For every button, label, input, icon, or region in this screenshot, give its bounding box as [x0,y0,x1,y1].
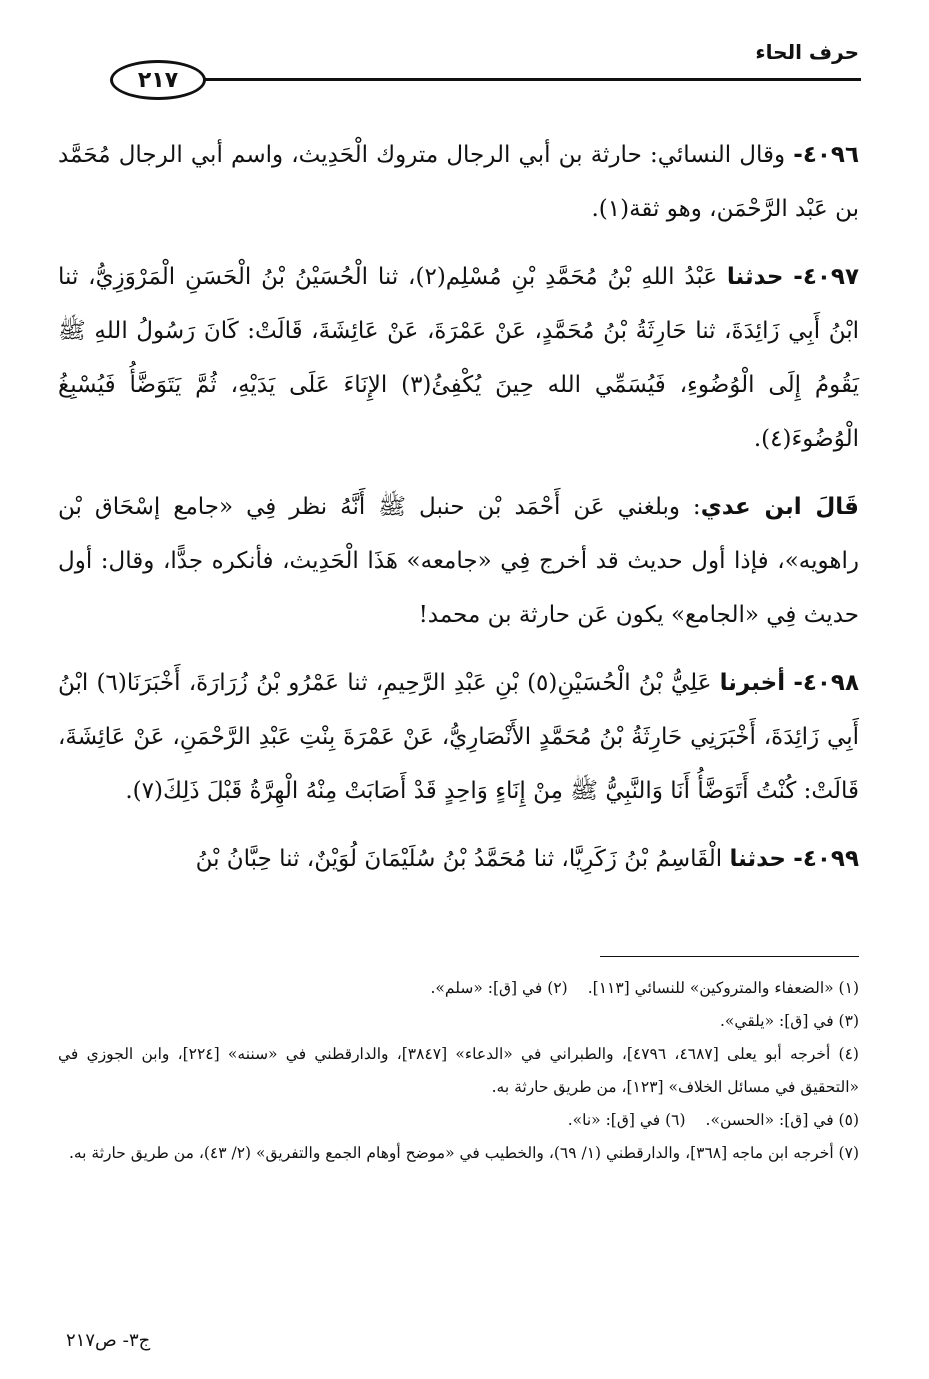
hadith-4097 [58,250,859,466]
footnote-1: (١) «الضعفاء والمتروكين» للنسائي [١١٣]. [587,979,859,997]
hadith-number: ٤٠٩٦- [793,142,859,168]
page-number-badge: ٢١٧ [110,60,206,100]
hadith-text: عَلِيُّ بْنُ الْحُسَيْنِ(٥) بْنِ عَبْدِ الرَّحِيمِ، ثنا عَمْرُو بْنُ زُرَارَةَ، أَخْبَرَنَا(٦) ابْنُ أَبِي زَائِدَةَ، أَخْبَرَنِي حَارِثَةُ بْنُ مُحَمَّدٍ الأَنْصَارِيُّ، عَنْ عَمْرَةَ بِنْتِ عَبْدِ الرَّحْمَنِ، عَنْ عَائِشَةَ، قَالَتْ: كُنْتُ أَتَوَضَّأُ أَنَا وَالنَّبِيُّ ﷺ مِنْ إِنَاءٍ وَاحِدٍ قَدْ أَصَابَتْ مِنْهُ الْهِرَّةُ قَبْلَ ذَلِكَ(٧). [58,670,859,804]
hadith-4096 [58,128,859,236]
chapter-header: حرف الحاء [755,40,859,64]
page-reference: ج٣- ص٢١٧ [66,1330,151,1351]
commentary-text: : وبلغني عَن أَحْمَد بْن حنبل ﷺ أَنَّهُ نظر فِي «جامع إسْحَاق بْن راهويه»، فإذا أول حديث قد أخرج فِي «جامعه» هَذَا الْحَدِيث، فأنكره جدًّا، وقال: أول حديث فِي «الجامع» يكون عَن حارثة بن محمد! [58,494,859,628]
hadith-text: وقال النسائي: حارثة بن أبي الرجال متروك الْحَدِيث، واسم أبي الرجال مُحَمَّد بن عَبْد الرَّحْمَن، وهو ثقة [58,142,859,222]
narration-keyword: حدثنا [729,846,786,872]
header-rule [200,78,861,81]
hadith-text: الْقَاسِمُ بْنُ زَكَرِيَّا، ثنا مُحَمَّدُ بْنُ سُلَيْمَانَ لُوَيْنٌ، ثنا حِبَّانُ بْنُ [195,846,730,872]
footnote-5: (٥) في [ق]: «الحسن». [705,1111,859,1129]
footnote-divider [600,956,859,957]
footnote-4: (٤) أخرجه أبو يعلى [٤٦٨٧، ٤٧٩٦]، والطبراني في «الدعاء» [٣٨٤٧]، والدارقطني في «سننه» [٢٢٤]، وابن الجوزي في «التحقيق في مسائل الخلاف» [١٢٣]، من طريق حارثة به. [58,1045,859,1096]
hadith-4099 [58,832,859,886]
footnote-ref: (١). [591,196,630,222]
narration-keyword: قَالَ ابن عدي [700,494,859,520]
footnote-3: (٣) في [ق]: «يلقي». [720,1012,859,1030]
footnote-7: (٧) أخرجه ابن ماجه [٣٦٨]، والدارقطني (١/ ٦٩)، والخطيب في «موضح أوهام الجمع والتفريق» (٢/ ٤٣)، من طريق حارثة به. [68,1144,859,1162]
commentary-ibn-adi [58,480,859,642]
footnote-6: (٦) في [ق]: «نا». [567,1111,686,1129]
main-text [58,128,859,900]
hadith-number: ٤٠٩٨- [793,670,860,696]
footnotes [58,972,859,1170]
footnote-2: (٢) في [ق]: «سلم». [430,979,568,997]
footnote-row [58,1104,859,1137]
narration-keyword: حدثنا [726,264,784,290]
hadith-number: ٤٠٩٩- [793,846,859,872]
hadith-4098 [58,656,859,818]
footnote-row [58,972,859,1005]
hadith-text: عَبْدُ اللهِ بْنُ مُحَمَّدِ بْنِ مُسْلِم(٢)، ثنا الْحُسَيْنُ بْنُ الْحَسَنِ الْمَرْوَزِيُّ، ثنا ابْنُ أَبِي زَائِدَةَ، ثنا حَارِثَةُ بْنُ مُحَمَّدٍ، عَنْ عَمْرَةَ، عَنْ عَائِشَةَ، قَالَتْ: كَانَ رَسُولُ اللهِ ﷺ يَقُومُ إِلَى الْوُضُوءِ، فَيُسَمِّي الله حِينَ يُكْفِئُ(٣) الإِنَاءَ عَلَى يَدَيْهِ، ثُمَّ يَتَوَضَّأُ فَيُسْبِغُ الْوُضُوءَ(٤). [58,264,859,452]
hadith-number: ٤٠٩٧- [793,264,859,290]
narration-keyword: أخبرنا [719,670,786,696]
